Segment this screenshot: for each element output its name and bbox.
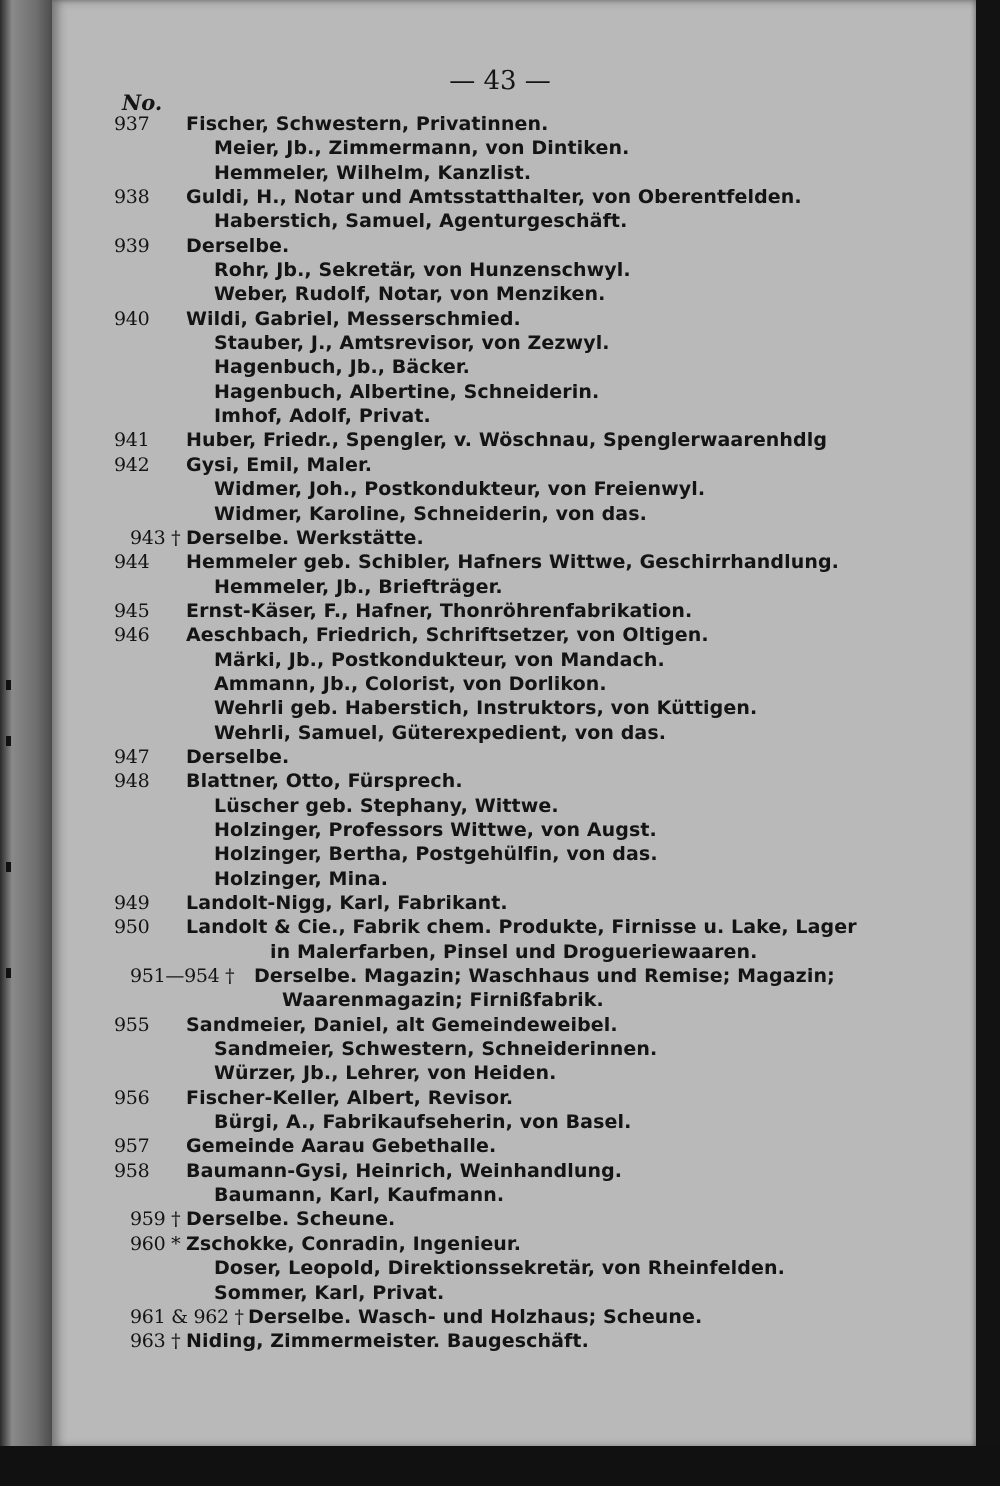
list-item	[0, 745, 976, 769]
entry-number: 938	[114, 186, 150, 209]
list-item	[0, 453, 976, 477]
entry-number: 961 & 962 †	[130, 1305, 244, 1328]
entry-text: Derselbe. Magazin; Waschhaus und Remise; Magazin;	[254, 965, 835, 988]
list-item	[0, 769, 976, 793]
entry-text: Stauber, J., Amtsrevisor, von Zezwyl.	[214, 332, 610, 355]
scan-bottom-edge	[0, 1446, 1000, 1486]
entry-text: Doser, Leopold, Direktionssekretär, von Rheinfelden.	[214, 1257, 785, 1280]
entry-text: Blattner, Otto, Fürsprech.	[186, 770, 463, 793]
entry-number: 963 †	[130, 1330, 181, 1353]
list-item	[0, 331, 976, 355]
entry-text: Derselbe. Werkstätte.	[186, 526, 424, 549]
list-item	[0, 1061, 976, 1085]
directory-entries	[0, 112, 976, 1354]
entry-number: 957	[114, 1135, 150, 1158]
entry-text: Niding, Zimmermeister. Baugeschäft.	[186, 1330, 589, 1353]
list-item	[0, 502, 976, 526]
entry-text: Derselbe. Wasch- und Holzhaus; Scheune.	[248, 1305, 703, 1328]
list-item	[0, 1037, 976, 1061]
list-item	[0, 696, 976, 720]
entry-text: Sommer, Karl, Privat.	[214, 1281, 445, 1304]
list-item	[0, 1281, 976, 1305]
entry-text: Waarenmagazin; Firnißfabrik.	[282, 989, 604, 1012]
list-item	[0, 842, 976, 866]
list-item	[0, 1329, 976, 1353]
list-item	[0, 1305, 976, 1329]
entry-text: Weber, Rudolf, Notar, von Menziken.	[214, 283, 606, 306]
list-item	[0, 234, 976, 258]
entry-text: Gysi, Emil, Maler.	[186, 453, 373, 476]
entry-text: Holzinger, Mina.	[214, 867, 389, 890]
list-item	[0, 161, 976, 185]
list-item	[0, 1013, 976, 1037]
entry-text: Derselbe.	[186, 745, 290, 768]
list-item	[0, 648, 976, 672]
entry-number: 955	[114, 1013, 150, 1036]
entry-text: Aeschbach, Friedrich, Schriftsetzer, von Oltigen.	[186, 624, 709, 647]
entry-text: Huber, Friedr., Spengler, v. Wöschnau, Spenglerwaarenhdlg	[186, 429, 828, 452]
list-item	[0, 575, 976, 599]
entry-text: Hagenbuch, Albertine, Schneiderin.	[214, 380, 600, 403]
entry-number: 946	[114, 624, 150, 647]
list-item	[0, 380, 976, 404]
entry-number: 949	[114, 892, 150, 914]
entry-number: 960 *	[130, 1232, 181, 1255]
entry-text: Sandmeier, Daniel, alt Gemeindeweibel.	[186, 1013, 618, 1036]
list-item	[0, 794, 976, 818]
list-item	[0, 988, 976, 1012]
entry-number: 942	[114, 453, 150, 476]
entry-text: Sandmeier, Schwestern, Schneiderinnen.	[214, 1038, 658, 1061]
entry-text: Fischer-Keller, Albert, Revisor.	[186, 1086, 514, 1109]
entry-text: Lüscher geb. Stephany, Wittwe.	[214, 794, 559, 817]
list-item	[0, 891, 976, 915]
list-item	[0, 550, 976, 574]
list-item	[0, 818, 976, 842]
list-item	[0, 1110, 976, 1134]
list-item	[0, 258, 976, 282]
entry-text: Hemmeler geb. Schibler, Hafners Wittwe, Geschirrhandlung.	[186, 551, 839, 574]
entry-text: in Malerfarben, Pinsel und Drogueriewaaren.	[270, 940, 758, 963]
entry-text: Widmer, Joh., Postkondukteur, von Freienwyl.	[214, 478, 706, 501]
entry-text: Wehrli geb. Haberstich, Instruktors, von Küttigen.	[214, 697, 758, 720]
entry-text: Wehrli, Samuel, Güterexpedient, von das.	[214, 721, 667, 744]
list-item	[0, 1183, 976, 1207]
list-item	[0, 355, 976, 379]
column-header-number: No.	[122, 90, 163, 115]
entry-number: 945	[114, 599, 150, 622]
entry-text: Haberstich, Samuel, Agenturgeschäft.	[214, 210, 628, 233]
entry-text: Meier, Jb., Zimmermann, von Dintiken.	[214, 137, 630, 160]
entry-text: Ammann, Jb., Colorist, von Dorlikon.	[214, 672, 607, 695]
list-item	[0, 209, 976, 233]
entry-text: Guldi, H., Notar und Amtsstatthalter, von Oberentfelden.	[186, 186, 802, 209]
entry-text: Landolt & Cie., Fabrik chem. Produkte, Firnisse u. Lake, Lager	[186, 916, 857, 939]
entry-number: 947	[114, 745, 150, 768]
entry-number: 940	[114, 307, 150, 330]
entry-text: Bürgi, A., Fabrikaufseherin, von Basel.	[214, 1111, 632, 1134]
entry-text: Hemmeler, Wilhelm, Kanzlist.	[214, 161, 532, 184]
entry-text: Baumann-Gysi, Heinrich, Weinhandlung.	[186, 1159, 623, 1182]
list-item	[0, 599, 976, 623]
list-item	[0, 526, 976, 550]
entry-text: Hemmeler, Jb., Briefträger.	[214, 575, 503, 598]
entry-text: Ernst-Käser, F., Hafner, Thonröhrenfabrikation.	[186, 599, 693, 622]
list-item	[0, 404, 976, 428]
entry-text: Holzinger, Bertha, Postgehülfin, von das.	[214, 843, 658, 866]
entry-number: 937	[114, 113, 150, 135]
entry-number: 956	[114, 1086, 150, 1109]
list-item	[0, 1134, 976, 1158]
entry-number: 943 †	[130, 526, 181, 549]
list-item	[0, 112, 976, 136]
list-item	[0, 307, 976, 331]
list-item	[0, 964, 976, 988]
list-item	[0, 623, 976, 647]
entry-text: Holzinger, Professors Wittwe, von Augst.	[214, 818, 657, 841]
entry-text: Zschokke, Conradin, Ingenieur.	[186, 1232, 522, 1255]
entry-text: Würzer, Jb., Lehrer, von Heiden.	[214, 1062, 557, 1085]
entry-text: Baumann, Karl, Kaufmann.	[214, 1184, 505, 1207]
entry-number: 950	[114, 916, 150, 939]
entry-text: Gemeinde Aarau Gebethalle.	[186, 1135, 497, 1158]
entry-text: Imhof, Adolf, Privat.	[214, 405, 431, 428]
list-item	[0, 1207, 976, 1231]
entry-text: Landolt-Nigg, Karl, Fabrikant.	[186, 892, 508, 914]
entry-text: Widmer, Karoline, Schneiderin, von das.	[214, 502, 647, 525]
list-item	[0, 428, 976, 452]
entry-number: 944	[114, 551, 150, 574]
list-item	[0, 282, 976, 306]
entry-number: 951—954 †	[130, 965, 235, 988]
list-item	[0, 185, 976, 209]
entry-text: Wildi, Gabriel, Messerschmied.	[186, 307, 521, 330]
list-item	[0, 136, 976, 160]
list-item	[0, 940, 976, 964]
list-item	[0, 1159, 976, 1183]
page-number: — 43 —	[449, 66, 551, 96]
list-item	[0, 867, 976, 891]
entry-number: 958	[114, 1159, 150, 1182]
entry-text: Derselbe. Scheune.	[186, 1208, 396, 1231]
list-item	[0, 672, 976, 696]
entry-number: 941	[114, 429, 150, 452]
entry-text: Rohr, Jb., Sekretär, von Hunzenschwyl.	[214, 259, 631, 282]
entry-number: 939	[114, 234, 150, 257]
list-item	[0, 721, 976, 745]
list-item	[0, 477, 976, 501]
list-item	[0, 1232, 976, 1256]
list-item	[0, 1086, 976, 1110]
entry-text: Märki, Jb., Postkondukteur, von Mandach.	[214, 648, 665, 671]
list-item	[0, 1256, 976, 1280]
list-item	[0, 915, 976, 939]
entry-number: 959 †	[130, 1208, 181, 1231]
entry-number: 948	[114, 770, 150, 793]
entry-text: Fischer, Schwestern, Privatinnen.	[186, 113, 549, 135]
entry-text: Derselbe.	[186, 234, 290, 257]
entry-text: Hagenbuch, Jb., Bäcker.	[214, 356, 470, 379]
